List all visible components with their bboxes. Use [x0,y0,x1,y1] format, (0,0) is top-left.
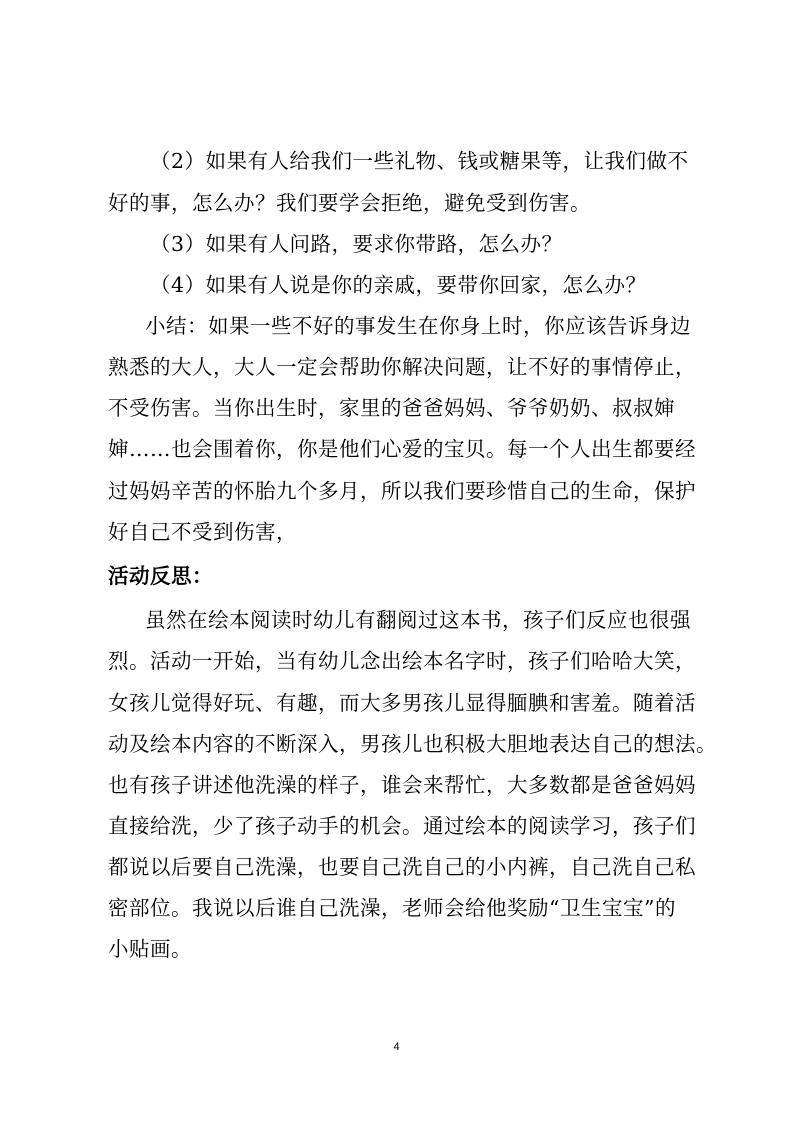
paragraph-line: 小贴画。 [108,937,192,961]
page-number: 4 [393,1041,400,1053]
paragraph-line: 烈。活动一开始，当有幼儿念出绘本名字时，孩子们哈哈大笑， [108,649,696,673]
paragraph-line: 直接给洗，少了孩子动手的机会。通过绘本的阅读学习，孩子们 [108,814,696,838]
paragraph-line: 密部位。我说以后谁自己洗澡，老师会给他奖励“卫生宝宝”的 [108,896,676,920]
paragraph-line: 熟悉的大人，大人一定会帮助你解决问题，让不好的事情停止， [108,355,696,379]
section-heading: 活动反思： [108,564,213,588]
paragraph-line: 虽然在绘本阅读时幼儿有翻阅过这本书，孩子们反应也很强 [145,608,691,632]
paragraph-line: 动及绘本内容的不断深入，男孩儿也积极大胆地表达自己的想法。 [108,732,717,756]
paragraph-line: 婶……也会围着你，你是他们心爱的宝贝。每一个人出生都要经 [108,437,696,461]
paragraph-line: 都说以后要自己洗澡，也要自己洗自己的小内裤，自己洗自己私 [108,855,696,879]
paragraph-line: 不受伤害。当你出生时，家里的爸爸妈妈、爷爷奶奶、叔叔婶 [108,396,675,420]
paragraph-line: 小结：如果一些不好的事发生在你身上时，你应该告诉身边 [145,314,691,338]
paragraph-line: 女孩儿觉得好玩、有趣，而大多男孩儿显得腼腆和害羞。随着活 [108,691,696,715]
paragraph-line: （3）如果有人问路，要求你带路，怎么办？ [150,232,563,256]
paragraph-line: 好自己不受到伤害， [108,520,297,544]
paragraph-line: 也有孩子讲述他洗澡的样子，谁会来帮忙，大多数都是爸爸妈妈 [108,773,696,797]
paragraph-line: 好的事，怎么办？我们要学会拒绝，避免受到伤害。 [108,191,591,215]
paragraph-line: 过妈妈辛苦的怀胎九个多月，所以我们要珍惜自己的生命，保护 [108,479,696,503]
paragraph-line: （2）如果有人给我们一些礼物、钱或糖果等，让我们做不 [150,149,689,173]
paragraph-line: （4）如果有人说是你的亲戚，要带你回家，怎么办？ [150,273,647,297]
